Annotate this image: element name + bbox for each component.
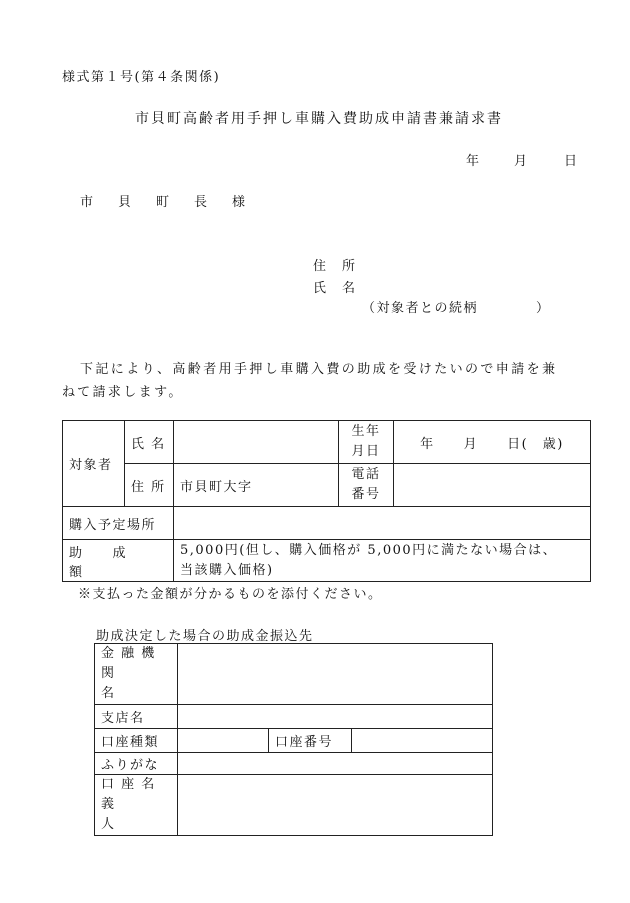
furigana-label: ふりがな bbox=[95, 753, 178, 775]
account-type-field[interactable] bbox=[178, 729, 269, 753]
account-holder-label: 口 座 名 義 人 bbox=[95, 775, 178, 836]
bank-table bbox=[94, 643, 493, 836]
furigana-field[interactable] bbox=[178, 753, 493, 775]
attachment-note: ※支払った金額が分かるものを添付ください。 bbox=[78, 587, 383, 602]
relation-label: （対象者との続柄 ） bbox=[362, 301, 551, 316]
branch-label: 支店名 bbox=[95, 705, 178, 729]
applicant-table bbox=[62, 420, 591, 582]
date-day: 日 bbox=[564, 154, 579, 169]
document-title: 市貝町高齢者用手押し車購入費助成申請書兼請求書 bbox=[135, 111, 503, 127]
form-number: 様式第１号(第４条関係) bbox=[62, 70, 221, 85]
account-number-label: 口座番号 bbox=[269, 729, 352, 753]
applicant-address-label: 住 所 bbox=[313, 259, 357, 274]
institution-label: 金 融 機 関 名 bbox=[95, 644, 178, 705]
account-holder-field[interactable] bbox=[178, 775, 493, 836]
subject-address-label: 住 所 bbox=[125, 464, 174, 507]
subject-name-label: 氏 名 bbox=[125, 421, 174, 464]
institution-field[interactable] bbox=[178, 644, 493, 705]
account-number-field[interactable] bbox=[352, 729, 493, 753]
phone-field[interactable] bbox=[394, 464, 591, 507]
phone-label: 電話 番号 bbox=[339, 464, 394, 507]
branch-field[interactable] bbox=[178, 705, 493, 729]
body-text-line2: ねて請求します。 bbox=[62, 385, 184, 400]
purchase-place-label: 購入予定場所 bbox=[63, 507, 174, 540]
birth-label: 生年 月日 bbox=[339, 421, 394, 464]
subject-address-field[interactable]: 市貝町大字 bbox=[174, 464, 339, 507]
addressee: 市 貝 町 長 様 bbox=[80, 195, 252, 210]
subsidy-amount: 5,000円(但し、購入価格が 5,000円に満たない場合は、 当該購入価格) bbox=[174, 540, 591, 582]
date-year: 年 bbox=[466, 154, 481, 169]
birth-date-field[interactable]: 年 月 日( 歳) bbox=[394, 421, 591, 464]
subsidy-label: 助 成 額 bbox=[63, 540, 174, 582]
body-text-line1: 下記により、高齢者用手押し車購入費の助成を受けたいので申請を兼 bbox=[80, 362, 558, 377]
date-month: 月 bbox=[514, 154, 529, 169]
account-type-label: 口座種類 bbox=[95, 729, 178, 753]
applicant-name-label: 氏 名 bbox=[313, 281, 357, 296]
purchase-place-field[interactable] bbox=[174, 507, 591, 540]
subject-name-field[interactable] bbox=[174, 421, 339, 464]
subject-label: 対象者 bbox=[63, 421, 125, 507]
bank-heading: 助成決定した場合の助成金振込先 bbox=[96, 629, 314, 644]
